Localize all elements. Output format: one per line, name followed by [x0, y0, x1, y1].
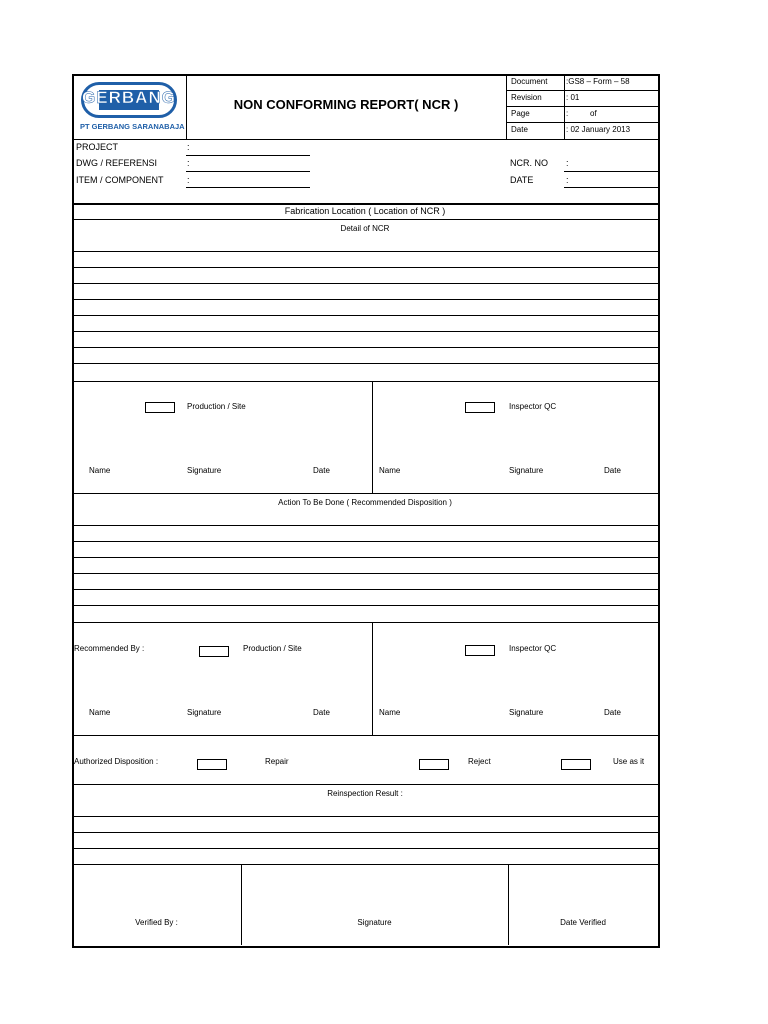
- disposition-bottom: [72, 784, 658, 785]
- signoff1-name-label-right: Name: [379, 466, 401, 475]
- inspector-qc-label: Inspector QC: [509, 402, 557, 411]
- use-as-it-label: Use as it: [613, 757, 645, 766]
- signoff2-name-label: Name: [89, 708, 111, 717]
- production-site-label: Production / Site: [187, 402, 246, 411]
- repair-label: Repair: [265, 757, 289, 766]
- document-value: :GS8 – Form – 58: [566, 77, 630, 86]
- reinspection-heading: Reinspection Result :: [327, 789, 403, 798]
- signoff1-divider: [372, 381, 373, 493]
- verified-by-label: Verified By :: [135, 918, 178, 927]
- detail-row-line[interactable]: [72, 363, 658, 364]
- use-as-it-checkbox[interactable]: [561, 759, 591, 770]
- signoff1-name-label: Name: [89, 466, 111, 475]
- recommended-production-label: Production / Site: [243, 644, 302, 653]
- ncr-date-label: DATE: [510, 175, 534, 185]
- detail-row-line[interactable]: [72, 331, 658, 332]
- recommended-inspector-label: Inspector QC: [509, 644, 557, 653]
- detail-row-line[interactable]: [72, 267, 658, 268]
- ncr-no-colon: :: [566, 158, 569, 168]
- date-value: : 02 January 2013: [566, 125, 631, 134]
- action-section-bottom: [72, 622, 658, 623]
- project-field-line[interactable]: [186, 155, 310, 156]
- dwg-colon: :: [187, 158, 190, 168]
- verify-divider-2: [508, 864, 509, 945]
- item-colon: :: [187, 175, 190, 185]
- detail-row-line[interactable]: [72, 299, 658, 300]
- reinspection-row-line[interactable]: [72, 816, 658, 817]
- ncr-no-label: NCR. NO: [510, 158, 548, 168]
- dwg-label: DWG / REFERENSI: [76, 158, 158, 168]
- action-row-line[interactable]: [72, 541, 658, 542]
- date-label: Date: [511, 125, 528, 134]
- reject-label: Reject: [468, 757, 491, 766]
- header-divider-info: [564, 75, 565, 139]
- signoff2-bottom: [72, 735, 658, 736]
- page-value: :: [566, 109, 569, 118]
- reject-checkbox[interactable]: [419, 759, 449, 770]
- date-verified-label: Date Verified: [560, 918, 606, 927]
- signoff1-signature-label: Signature: [187, 466, 222, 475]
- recommended-production-checkbox[interactable]: [199, 646, 229, 657]
- detail-row-line[interactable]: [72, 251, 658, 252]
- reinspection-bottom: [72, 864, 658, 865]
- document-label: Document: [511, 77, 548, 86]
- header-divider-right: [506, 75, 507, 139]
- signoff2-date-label-right: Date: [604, 708, 621, 717]
- production-site-checkbox[interactable]: [145, 402, 175, 413]
- ncr-date-field-line[interactable]: [564, 187, 658, 188]
- detail-section-bottom: [72, 381, 658, 382]
- action-row-line[interactable]: [72, 573, 658, 574]
- detail-of-ncr-heading: Detail of NCR: [340, 224, 390, 233]
- signoff2-divider: [372, 622, 373, 735]
- page-title: NON CONFORMING REPORT( NCR ): [233, 97, 459, 112]
- project-colon: :: [187, 142, 190, 152]
- reinspection-row-line[interactable]: [72, 848, 658, 849]
- signoff2-signature-label-right: Signature: [509, 708, 544, 717]
- action-row-line[interactable]: [72, 557, 658, 558]
- header-info-line-1: [506, 90, 658, 91]
- signoff2-signature-label: Signature: [187, 708, 222, 717]
- recommended-by-label: Recommended By :: [74, 644, 145, 653]
- fields-bottom-line: [72, 203, 658, 205]
- signoff1-date-label-right: Date: [604, 466, 621, 475]
- ncr-no-field-line[interactable]: [564, 171, 658, 172]
- dwg-field-line[interactable]: [186, 171, 310, 172]
- item-label: ITEM / COMPONENT: [76, 175, 164, 185]
- signoff2-name-label-right: Name: [379, 708, 401, 717]
- repair-checkbox[interactable]: [197, 759, 227, 770]
- verify-divider-1: [241, 864, 242, 945]
- action-row-line[interactable]: [72, 605, 658, 606]
- detail-row-line[interactable]: [72, 315, 658, 316]
- authorized-disposition-label: Authorized Disposition :: [74, 757, 159, 766]
- action-row-line[interactable]: [72, 589, 658, 590]
- signoff1-bottom: [72, 493, 658, 494]
- revision-label: Revision: [511, 93, 542, 102]
- action-row-line[interactable]: [72, 525, 658, 526]
- ncr-date-colon: :: [566, 175, 569, 185]
- page-label: Page: [511, 109, 530, 118]
- recommended-inspector-checkbox[interactable]: [465, 645, 495, 656]
- project-label: PROJECT: [76, 142, 119, 152]
- header-info-line-3: [506, 122, 658, 123]
- fabrication-location-heading: Fabrication Location ( Location of NCR ): [284, 206, 446, 216]
- reinspection-row-line[interactable]: [72, 832, 658, 833]
- detail-row-line[interactable]: [72, 347, 658, 348]
- company-logo: [81, 82, 177, 118]
- logo-text: GERBANG: [82, 88, 176, 107]
- company-name: PT GERBANG SARANABAJA: [80, 122, 185, 131]
- signoff1-signature-label-right: Signature: [509, 466, 544, 475]
- action-heading: Action To Be Done ( Recommended Disposition ): [278, 498, 452, 507]
- item-field-line[interactable]: [186, 187, 310, 188]
- header-bottom-line: [72, 139, 658, 140]
- verification-signature-label: Signature: [357, 918, 392, 927]
- signoff1-date-label: Date: [313, 466, 330, 475]
- revision-value: : 01: [566, 93, 580, 102]
- header-info-line-2: [506, 106, 658, 107]
- fab-line: [72, 219, 658, 220]
- signoff2-date-label: Date: [313, 708, 330, 717]
- inspector-qc-checkbox[interactable]: [465, 402, 495, 413]
- detail-row-line[interactable]: [72, 283, 658, 284]
- page-of: of: [590, 109, 597, 118]
